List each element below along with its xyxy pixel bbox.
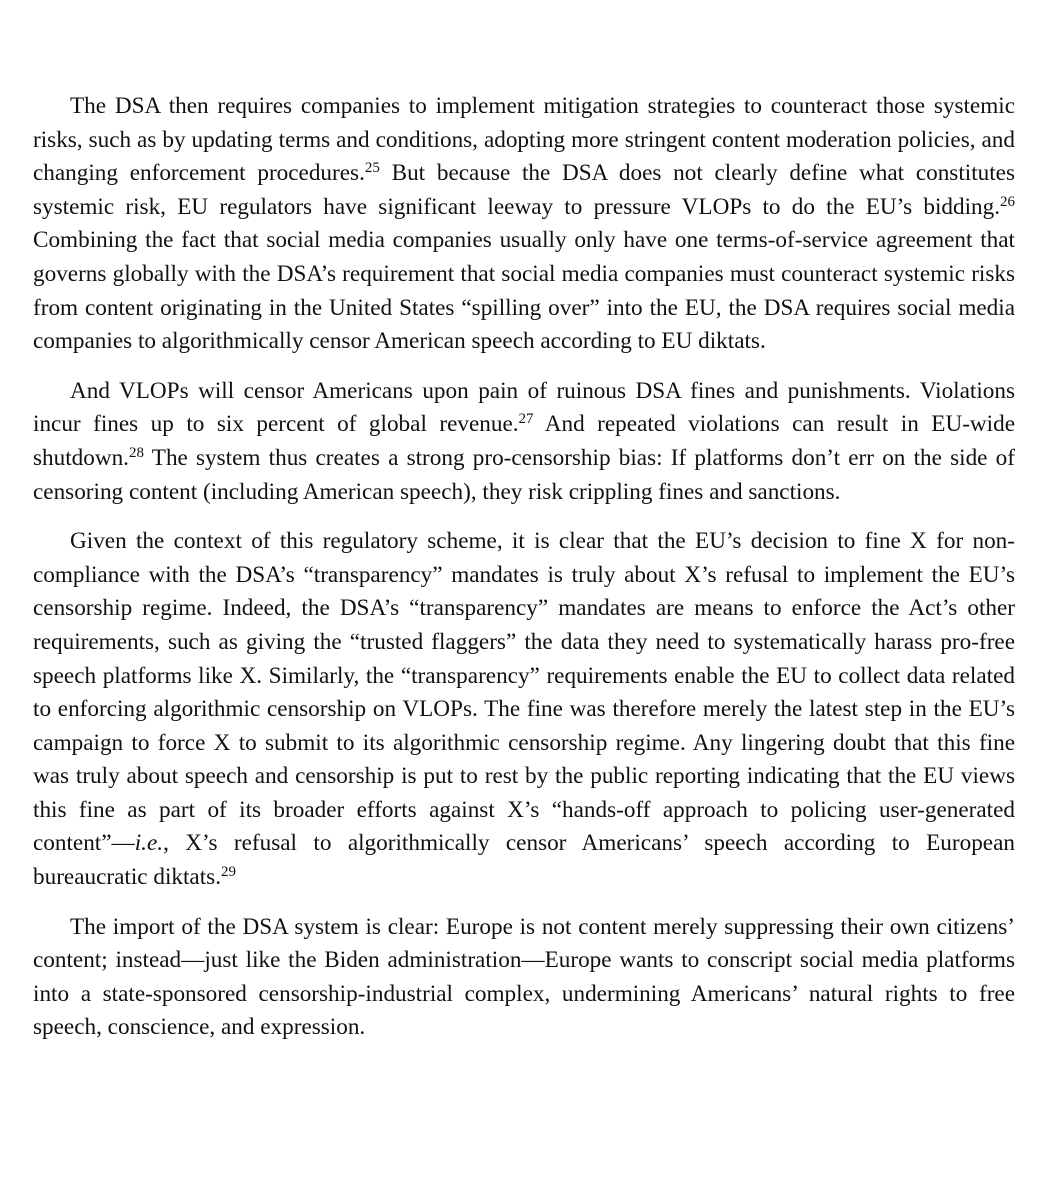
- footnote-ref-25: 25: [364, 160, 380, 177]
- paragraph-fines-punishments: [33, 375, 1015, 509]
- paragraph-dsa-import: [33, 911, 1015, 1045]
- footnote-ref-29: 29: [221, 864, 236, 881]
- document-page: [33, 90, 1015, 1045]
- text-span: And repeated violations can result in EU-wide shutdown.: [33, 411, 1015, 471]
- text-span: And VLOPs will censor Americans upon pain of ruinous DSA fines and punishments. Violations incur fines up to six percent of global revenue.: [33, 377, 1015, 438]
- paragraph-regulatory-context: [33, 525, 1015, 895]
- text-span: Given the context of this regulatory scheme, it is clear that the EU’s decision to fine X for non-compliance with the DSA’s “transparency” mandates is truly about X’s refusal to implement the EU’s censorship regime. Indeed, the DSA’s “transparency” mandates are means to enforce the Act’s other requirements, such as giving the “trusted flaggers” the data they need to systematically harass pro-free speech platforms like X. Similarly, the “transparency” requirements enable the EU to collect data related to enforcing algorithmic censorship on VLOPs. The fine was therefore merely the latest step in the EU’s campaign to force X to submit to its algorithmic censorship regime. Any lingering doubt that this fine was truly about speech and censorship is put to rest by the public reporting indicating that the EU views this fine as part of its broader efforts against X’s “hands-off approach to policing user-generated content”—: [33, 528, 1015, 857]
- text-span: , X’s refusal to algorithmically censor Americans’ speech according to European bureaucratic diktats.: [33, 830, 1015, 891]
- italic-span: i.e.: [134, 830, 164, 857]
- text-span: Combining the fact that social media companies usually only have one terms-of-service agreement that governs globally with the DSA’s requirement that social media companies must counteract systemic risks from content originating in the United States “spilling over” into the EU, the DSA requires social media companies to algorithmically censor American speech according to EU diktats.: [33, 227, 1015, 355]
- text-span: The import of the DSA system is clear: Europe is not content merely suppressing their own citizens’ content; instead—just like the Biden administration—Europe wants to conscript social media platforms into a state-sponsored censorship-industrial complex, undermining Americans’ natural rights to free speech, conscience, and expression.: [33, 913, 1015, 1041]
- footnote-ref-27: 27: [518, 411, 534, 428]
- text-span: The DSA then requires companies to implement mitigation strategies to counteract those systemic risks, such as by updating terms and conditions, adopting more stringent content moderation policies, and changing enforcement procedures.: [33, 93, 1015, 187]
- footnote-ref-28: 28: [128, 444, 144, 461]
- paragraph-mitigation-strategies: [33, 90, 1015, 359]
- footnote-ref-26: 26: [1000, 193, 1015, 210]
- text-span: But because the DSA does not clearly define what constitutes systemic risk, EU regulators have significant leeway to pressure VLOPs to do the EU’s bidding.: [33, 160, 1015, 220]
- text-span: The system thus creates a strong pro-censorship bias: If platforms don’t err on the side of censoring content (including American speech), they risk crippling fines and sanctions.: [33, 444, 1015, 505]
